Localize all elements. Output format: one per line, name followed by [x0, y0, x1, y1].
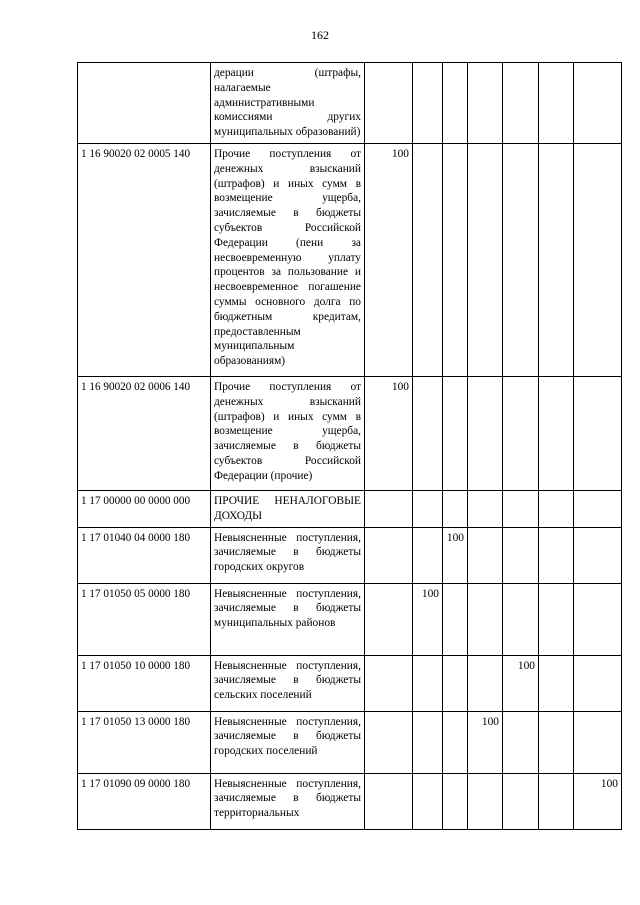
percent-cell-3 — [443, 376, 468, 490]
percent-cell-5 — [503, 711, 539, 773]
percent-cell-7 — [574, 143, 622, 376]
percent-cell-4 — [468, 583, 503, 655]
percent-cell-1: 100 — [365, 143, 413, 376]
percent-cell-2 — [413, 63, 443, 144]
percent-cell-4 — [468, 490, 503, 527]
percent-cell-7 — [574, 711, 622, 773]
percent-cell-4 — [468, 773, 503, 829]
budget-code-cell — [78, 63, 211, 144]
revenue-name-cell: ПРОЧИЕ НЕНАЛОГОВЫЕ ДОХОДЫ — [211, 490, 365, 527]
revenue-name-cell: Невыясненные поступления, зачисляемые в бюджеты городских округов — [211, 527, 365, 583]
percent-cell-4 — [468, 63, 503, 144]
percent-cell-7 — [574, 527, 622, 583]
percent-cell-6 — [539, 376, 574, 490]
percent-cell-5 — [503, 490, 539, 527]
budget-code-cell: 1 17 01050 10 0000 180 — [78, 655, 211, 711]
table-row — [78, 490, 622, 527]
percent-cell-3 — [443, 63, 468, 144]
percent-cell-2 — [413, 490, 443, 527]
percent-cell-6 — [539, 655, 574, 711]
revenue-name-cell: Прочие поступления от денежных взысканий (штрафов) и иных сумм в возмещение ущерба, зачисляемые в бюджеты субъектов Российской Федерации (пени за несвоевременную уплату процентов за пользование и несвоевременное погашение суммы основного долга по бюджетным кредитам, предоставленным муниципальным образованиям) — [211, 143, 365, 376]
percent-cell-3 — [443, 655, 468, 711]
percent-cell-6 — [539, 773, 574, 829]
percent-cell-2 — [413, 527, 443, 583]
budget-code-cell: 1 17 01040 04 0000 180 — [78, 527, 211, 583]
percent-cell-5 — [503, 63, 539, 144]
percent-cell-1 — [365, 773, 413, 829]
percent-cell-6 — [539, 63, 574, 144]
table-row — [78, 583, 622, 655]
table-row — [78, 63, 622, 144]
percent-cell-5: 100 — [503, 655, 539, 711]
percent-cell-5 — [503, 773, 539, 829]
table-body — [78, 63, 622, 830]
percent-cell-5 — [503, 527, 539, 583]
revenue-name-cell: Невыясненные поступления, зачисляемые в бюджеты территориальных — [211, 773, 365, 829]
revenue-name-cell: Невыясненные поступления, зачисляемые в бюджеты муниципальных районов — [211, 583, 365, 655]
budget-classification-table — [77, 62, 622, 830]
percent-cell-2 — [413, 711, 443, 773]
budget-code-cell: 1 17 00000 00 0000 000 — [78, 490, 211, 527]
percent-cell-1 — [365, 527, 413, 583]
revenue-name-cell: Невыясненные поступления, зачисляемые в бюджеты сельских поселений — [211, 655, 365, 711]
percent-cell-3: 100 — [443, 527, 468, 583]
percent-cell-7 — [574, 376, 622, 490]
percent-cell-2 — [413, 655, 443, 711]
percent-cell-4 — [468, 143, 503, 376]
budget-code-cell: 1 17 01090 09 0000 180 — [78, 773, 211, 829]
percent-cell-3 — [443, 773, 468, 829]
percent-cell-1 — [365, 490, 413, 527]
budget-code-cell: 1 17 01050 05 0000 180 — [78, 583, 211, 655]
percent-cell-7 — [574, 490, 622, 527]
percent-cell-2: 100 — [413, 583, 443, 655]
percent-cell-7: 100 — [574, 773, 622, 829]
percent-cell-3 — [443, 143, 468, 376]
percent-cell-1 — [365, 655, 413, 711]
revenue-name-cell: дерации (штрафы, налагаемые административными комиссиями других муниципальных образований) — [211, 63, 365, 144]
percent-cell-6 — [539, 711, 574, 773]
percent-cell-4 — [468, 655, 503, 711]
page-number: 162 — [311, 28, 329, 42]
percent-cell-2 — [413, 773, 443, 829]
percent-cell-6 — [539, 583, 574, 655]
percent-cell-1 — [365, 711, 413, 773]
percent-cell-3 — [443, 711, 468, 773]
percent-cell-2 — [413, 376, 443, 490]
table-row — [78, 655, 622, 711]
table-row — [78, 527, 622, 583]
percent-cell-7 — [574, 63, 622, 144]
percent-cell-4 — [468, 527, 503, 583]
percent-cell-1: 100 — [365, 376, 413, 490]
revenue-name-cell: Прочие поступления от денежных взысканий (штрафов) и иных сумм в возмещение ущерба, зачисляемые в бюджеты субъектов Российской Федерации (прочие) — [211, 376, 365, 490]
percent-cell-6 — [539, 490, 574, 527]
percent-cell-5 — [503, 376, 539, 490]
table-row — [78, 711, 622, 773]
budget-code-cell: 1 17 01050 13 0000 180 — [78, 711, 211, 773]
percent-cell-4 — [468, 376, 503, 490]
percent-cell-5 — [503, 143, 539, 376]
percent-cell-4: 100 — [468, 711, 503, 773]
revenue-name-cell: Невыясненные поступления, зачисляемые в бюджеты городских поселений — [211, 711, 365, 773]
table-row — [78, 773, 622, 829]
percent-cell-1 — [365, 63, 413, 144]
table-row — [78, 376, 622, 490]
budget-code-cell: 1 16 90020 02 0005 140 — [78, 143, 211, 376]
percent-cell-7 — [574, 655, 622, 711]
percent-cell-7 — [574, 583, 622, 655]
percent-cell-3 — [443, 490, 468, 527]
percent-cell-3 — [443, 583, 468, 655]
percent-cell-1 — [365, 583, 413, 655]
table-row — [78, 143, 622, 376]
percent-cell-2 — [413, 143, 443, 376]
percent-cell-5 — [503, 583, 539, 655]
percent-cell-6 — [539, 527, 574, 583]
percent-cell-6 — [539, 143, 574, 376]
budget-code-cell: 1 16 90020 02 0006 140 — [78, 376, 211, 490]
